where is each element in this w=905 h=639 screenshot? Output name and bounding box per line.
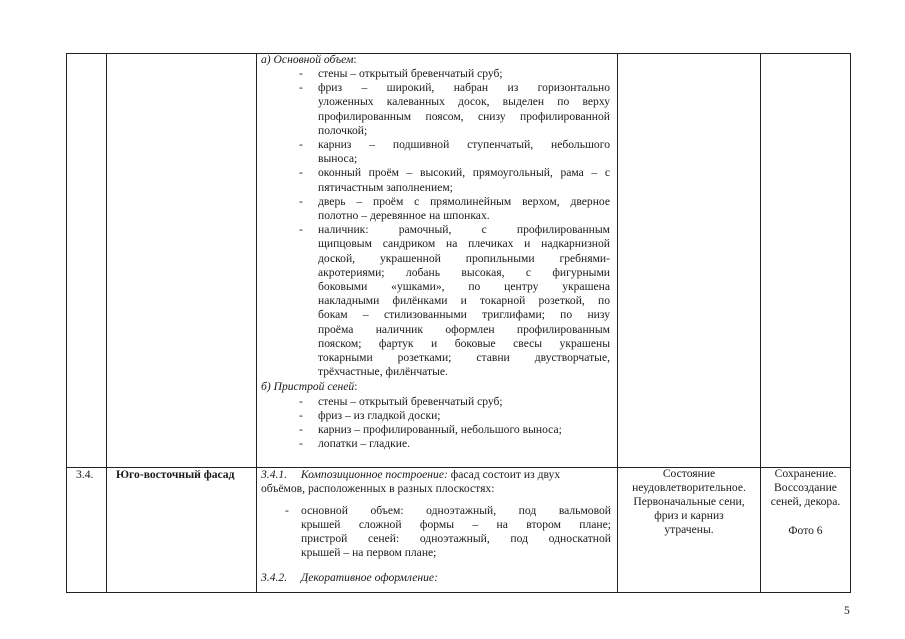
bullet-line: пятичастным заполнением;: [318, 180, 453, 194]
bullet-line: щипцовым сандриком на плечиках и надкарнизной: [318, 237, 610, 251]
table-top-border: [66, 53, 851, 54]
bullet-line: крышей сложной формы – на втором плане;: [301, 518, 611, 531]
bullet-line: фриз – из гладкой доски;: [318, 408, 441, 422]
col-line-2: [106, 53, 107, 593]
col-line-3: [256, 53, 257, 593]
bullet-line: фриз – широкий, набран из горизонтально: [318, 81, 610, 95]
state-line: утрачены.: [664, 523, 714, 536]
measures-line: Сохранение.: [774, 467, 837, 480]
state-line: фриз и карниз: [654, 509, 724, 522]
bullet-line: уложенных калеванных досок, выделен по верху: [318, 95, 610, 109]
bullet-line: проёма наличник оформлен профилированным: [318, 322, 610, 336]
bullet-dash: -: [299, 394, 303, 408]
paragraph-342-number: 3.4.2.: [261, 571, 288, 584]
section-b-colon: :: [354, 380, 358, 394]
state-line: неудовлетворительное.: [632, 481, 746, 494]
bullet-line: токарными розетками; ставни двустворчатые,: [318, 351, 610, 364]
bullet-line: полотно – деревянное на шпонках.: [318, 209, 490, 222]
bullet-line: оконный проём – высокий, прямоугольный, рама – с: [318, 166, 610, 180]
bullet-line: пояском; фартук и боковые свесы украшены: [318, 336, 610, 350]
bullet-line: крышей – на первом плане;: [301, 546, 437, 559]
bullet-dash: -: [299, 437, 303, 451]
measures-line: сеней, декора.: [770, 495, 841, 508]
bullet-line: наличник: рамочный, с профилированным: [318, 223, 610, 237]
paragraph-341-line2: объёмов, расположенных в разных плоскостях:: [261, 482, 495, 495]
bullet-dash: -: [299, 194, 303, 208]
bullet-line: пристрой сеней: одноэтажный, под односкатной: [301, 532, 611, 545]
table-bottom-border: [66, 592, 851, 593]
col-line-6: [850, 53, 851, 593]
bullet-line: лопатки – гладкие.: [318, 437, 411, 451]
paragraph-341-label: Композиционное построение:: [300, 468, 448, 481]
bullet-line: выноса;: [318, 152, 358, 166]
paragraph-341-text1: фасад состоит из двух: [450, 468, 561, 481]
paragraph-341-number: 3.4.1.: [261, 468, 288, 481]
bullet-line: стены – открытый бревенчатый сруб;: [318, 67, 503, 80]
bullet-line: трёхчастные, филёнчатые.: [318, 365, 448, 379]
bullet-line: накладными филёнками и токарной розеткой, по: [318, 294, 610, 308]
bullet-line: основной объем: одноэтажный, под вальмовой: [301, 504, 611, 517]
state-line: Первоначальные сени,: [633, 495, 745, 508]
bullet-line: боковыми «ушками», по центру украшена: [318, 280, 610, 293]
bullet-dash: -: [299, 423, 303, 436]
state-line: Состояние: [662, 467, 716, 480]
bullet-line: акротериями; лобань высокая, с фигурными: [318, 265, 610, 279]
bullet-dash: -: [299, 223, 303, 237]
col-line-5: [760, 53, 761, 593]
section-b-title: б) Пристрой сеней: [261, 380, 355, 394]
bullet-line: бокам – стилизованными триглифами; по низу: [318, 308, 610, 322]
bullet-dash: -: [299, 67, 303, 80]
bullet-dash: -: [285, 504, 289, 517]
bullet-dash: -: [299, 408, 303, 422]
bullet-line: карниз – профилированный, небольшого выноса;: [318, 423, 562, 436]
section-a-header: а) Основной объем:: [261, 53, 357, 66]
measures-line: Воссоздание: [774, 481, 837, 494]
bullet-dash: -: [299, 81, 303, 95]
section-b-header: [261, 380, 357, 394]
bullet-dash: -: [299, 138, 303, 151]
photo-reference: Фото 6: [788, 524, 823, 537]
bullet-line: полочкой;: [318, 123, 368, 137]
bullet-dash: -: [299, 166, 303, 180]
paragraph-342: [261, 571, 438, 585]
bullet-line: стены – открытый бревенчатый сруб;: [318, 394, 503, 408]
row-number: 3.4.: [76, 468, 94, 481]
paragraph-342-label: Декоративное оформление:: [300, 571, 438, 584]
bullet-line: дверь – проём с прямолинейным верхом, дверное: [318, 194, 610, 208]
bullet-line: профилированным поясом, снизу профилированной: [318, 109, 610, 123]
bullet-line: карниз – подшивной ступенчатый, небольшого: [318, 138, 610, 151]
page-number: 5: [844, 604, 850, 617]
row-name: Юго-восточный фасад: [116, 468, 235, 481]
paragraph-341-line1: [261, 468, 611, 482]
col-line-1: [66, 53, 67, 593]
bullet-line: доской, украшенной пропильными гребнями-: [318, 251, 610, 265]
